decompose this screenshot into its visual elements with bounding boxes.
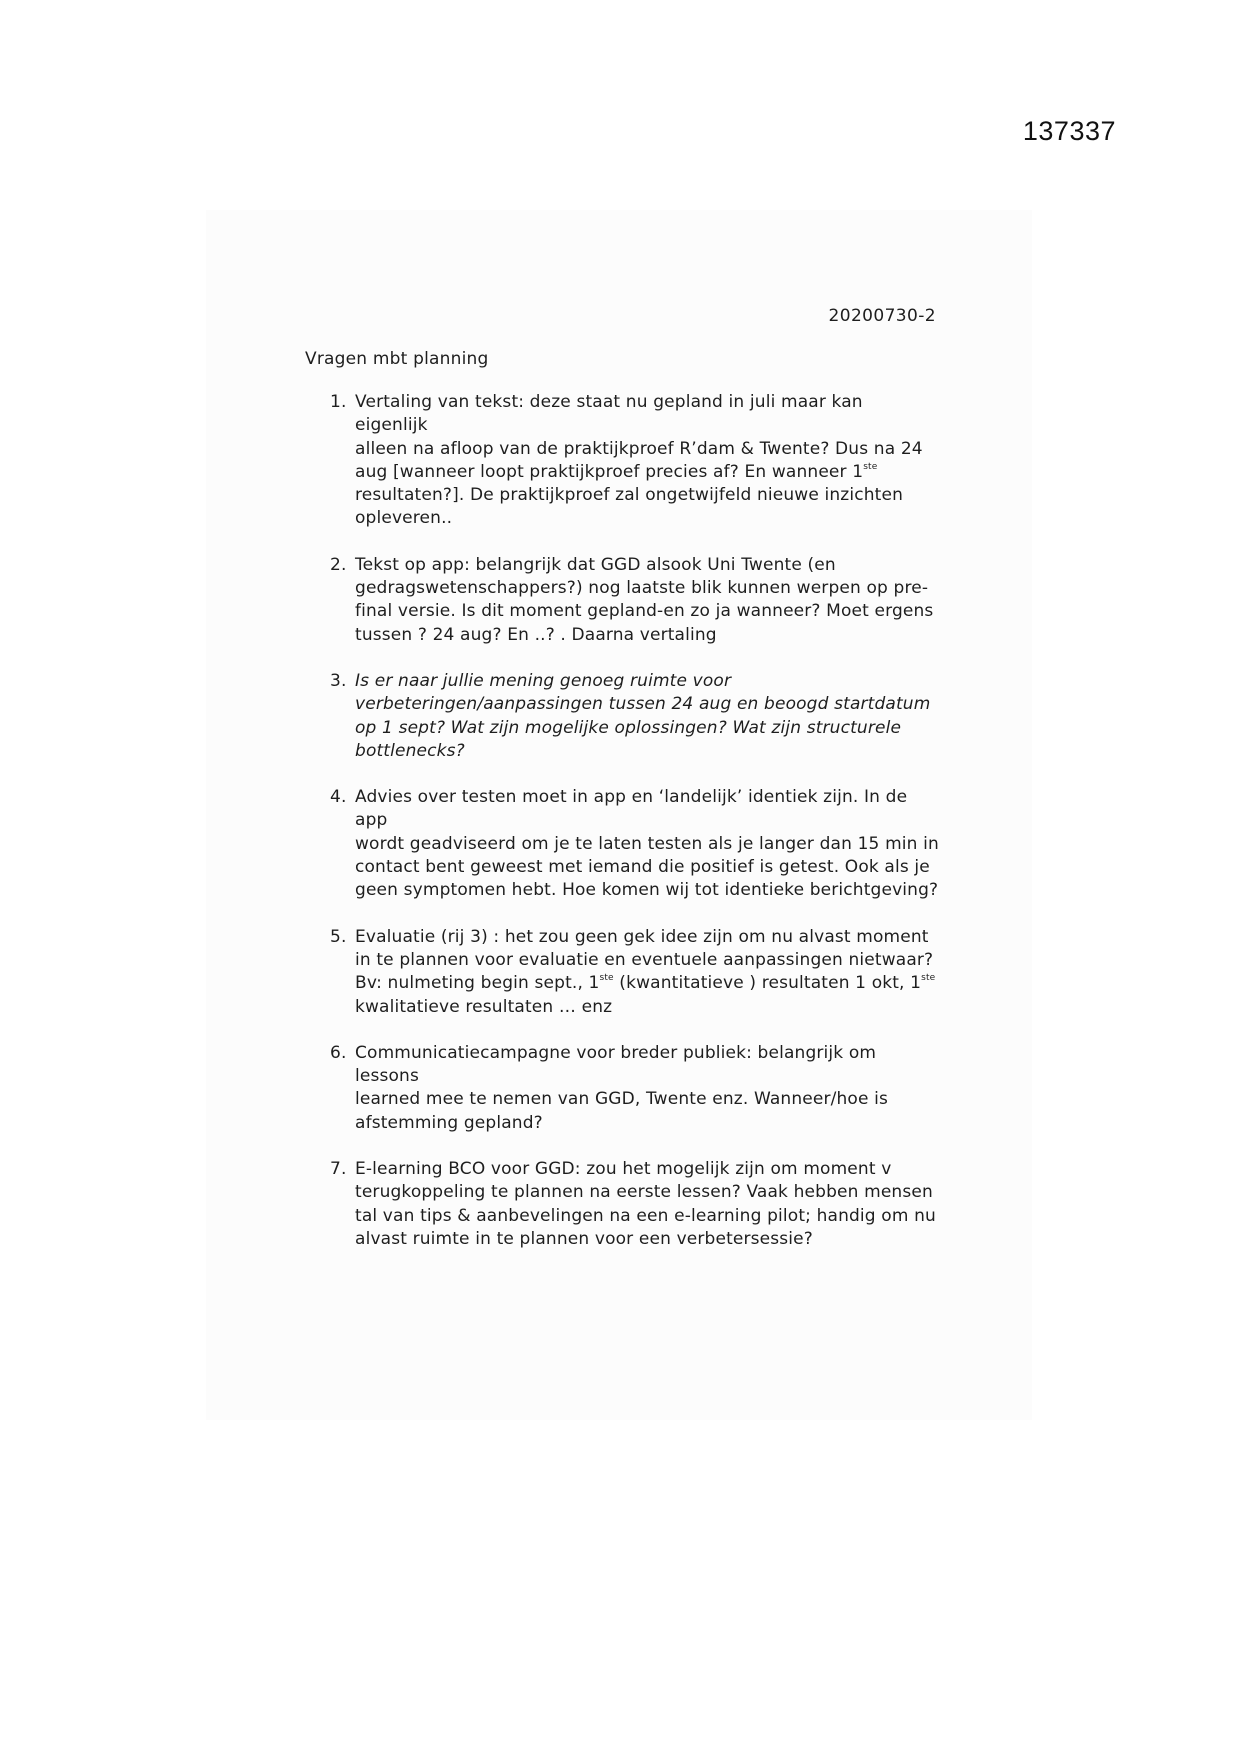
line-text-continued: (kwantitatieve ) resultaten 1 okt, 1 (613, 973, 922, 994)
question-line (355, 438, 940, 461)
document-id: 20200730-2 (828, 306, 936, 326)
question-line (355, 1228, 940, 1251)
line-text: in te plannen voor evaluatie en eventuele aanpassingen nietwaar? (355, 949, 934, 970)
line-text: geen symptomen hebt. Hoe komen wij tot identieke berichtgeving? (355, 880, 939, 901)
question-number: 7. (330, 1159, 347, 1180)
question-number: 3. (330, 670, 347, 691)
question-list (330, 391, 940, 1274)
question-item (330, 670, 940, 763)
line-text: alleen na afloop van de praktijkproef R’dam & Twente? Dus na 24 (355, 438, 923, 459)
line-text: verbeteringen/aanpassingen tussen 24 aug en beoogd startdatum (355, 694, 931, 715)
question-text (355, 926, 940, 1019)
question-item (330, 554, 940, 647)
line-text: Is er naar jullie mening genoeg ruimte voor (355, 670, 732, 691)
document-heading: Vragen mbt planning (305, 349, 489, 369)
question-line (355, 996, 940, 1019)
question-line (355, 391, 940, 438)
line-text: tussen ? 24 aug? En ..? . Daarna vertaling (355, 624, 717, 645)
question-line (355, 693, 940, 716)
line-text: E-learning BCO voor GGD: zou het mogelijk zijn om moment v (355, 1159, 892, 1180)
line-text: contact bent geweest met iemand die positief is getest. Ook als je (355, 857, 930, 878)
question-line (355, 1112, 940, 1135)
line-text: Tekst op app: belangrijk dat GGD alsook Uni Twente (en (355, 554, 836, 575)
question-item (330, 391, 940, 531)
question-line (355, 484, 940, 507)
question-line (355, 786, 940, 833)
question-line (355, 972, 940, 995)
question-item (330, 1158, 940, 1251)
question-number: 6. (330, 1042, 347, 1063)
question-text (355, 554, 940, 647)
question-text (355, 1042, 940, 1135)
line-text: afstemming gepland? (355, 1112, 543, 1133)
question-line (355, 1158, 940, 1181)
line-text: resultaten?]. De praktijkproef zal ongetwijfeld nieuwe inzichten (355, 485, 904, 506)
question-item (330, 1042, 940, 1135)
question-number: 1. (330, 392, 347, 412)
question-number: 4. (330, 787, 347, 808)
line-text: Vertaling van tekst: deze staat nu gepland in juli maar kan eigenlijk (355, 392, 863, 436)
question-line (355, 926, 940, 949)
question-line (355, 717, 940, 740)
question-line (355, 507, 940, 530)
line-text: kwalitatieve resultaten … enz (355, 996, 613, 1017)
line-text: tal van tips & aanbevelingen na een e-learning pilot; handig om nu (355, 1205, 936, 1226)
ordinal-superscript: ste (921, 973, 936, 984)
question-line (355, 670, 940, 693)
line-text: learned mee te nemen van GGD, Twente enz. Wanneer/hoe is (355, 1089, 889, 1110)
line-text: wordt geadviseerd om je te laten testen als je langer dan 15 min in (355, 833, 939, 854)
question-number: 5. (330, 926, 347, 947)
question-line (355, 1042, 940, 1089)
question-line (355, 554, 940, 577)
line-text: Bv: nulmeting begin sept., 1 (355, 973, 600, 994)
question-text (355, 1158, 940, 1251)
line-text: op 1 sept? Wat zijn mogelijke oplossingen? Wat zijn structurele (355, 717, 902, 738)
question-line (355, 949, 940, 972)
question-line (355, 461, 940, 484)
question-text (355, 786, 940, 902)
line-text: final versie. Is dit moment gepland-en zo ja wanneer? Moet ergens (355, 601, 934, 622)
line-text: gedragswetenschappers?) nog laatste blik kunnen werpen op pre- (355, 578, 929, 599)
line-text: Advies over testen moet in app en ‘landelijk’ identiek zijn. In de app (355, 787, 908, 831)
ordinal-superscript: ste (599, 973, 614, 984)
page-number: 137337 (1022, 116, 1116, 146)
line-text: Communicatiecampagne voor breder publiek: belangrijk om lessons (355, 1042, 877, 1087)
question-line (355, 624, 940, 647)
ordinal-superscript: ste (863, 461, 878, 472)
line-text: terugkoppeling te plannen na eerste lessen? Vaak hebben mensen (355, 1182, 933, 1203)
question-line (355, 879, 940, 902)
question-text (355, 391, 940, 531)
question-line (355, 600, 940, 623)
question-text (355, 670, 940, 763)
question-line (355, 1088, 940, 1111)
question-item (330, 926, 940, 1019)
line-text: opleveren.. (355, 508, 453, 529)
question-item (330, 786, 940, 902)
question-line (355, 1205, 940, 1228)
question-line (355, 740, 940, 763)
line-text: bottlenecks? (355, 740, 465, 761)
question-line (355, 577, 940, 600)
line-text: Evaluatie (rij 3) : het zou geen gek idee zijn om nu alvast moment (355, 926, 929, 947)
line-text: aug [wanneer loopt praktijkproef precies af? En wanneer 1 (355, 461, 864, 482)
line-text: alvast ruimte in te plannen voor een verbetersessie? (355, 1228, 813, 1249)
question-line (355, 856, 940, 879)
question-line (355, 1181, 940, 1204)
question-number: 2. (330, 554, 347, 575)
question-line (355, 833, 940, 856)
